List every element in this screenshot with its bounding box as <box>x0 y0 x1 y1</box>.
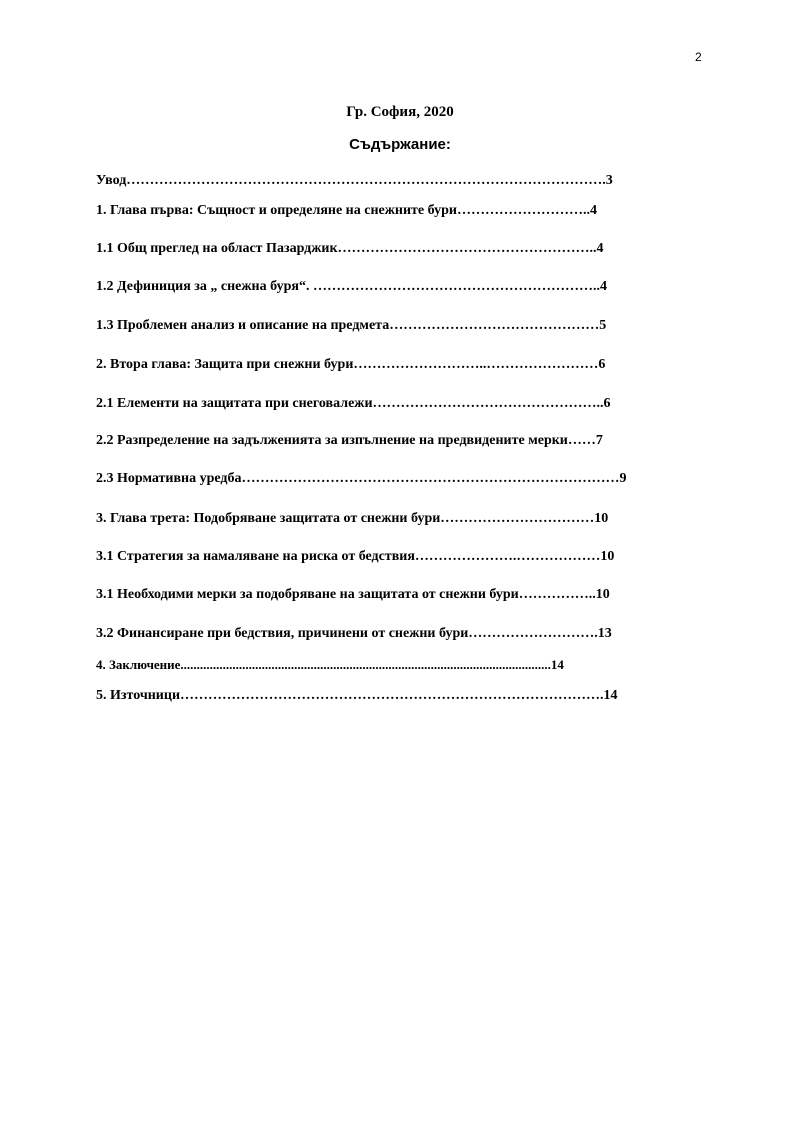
toc-entry-1-3: 1.3 Проблемен анализ и описание на предмета………………………………………5 <box>96 318 607 333</box>
toc-entry-1-2: 1.2 Дефиниция за „ снежна буря“. ……………………………………………………..4 <box>96 279 607 294</box>
toc-entry-3-2: 3.2 Финансиране при бедствия, причинени от снежни бури……………………….13 <box>96 626 612 641</box>
toc-entry-2-2: 2.2 Разпределение на задълженията за изпълнение на предвидените мерки……7 <box>96 433 603 448</box>
toc-entry-chapter-3: 3. Глава трета: Подобряване защитата от снежни бури……………………………10 <box>96 511 609 526</box>
toc-entry-chapter-2: 2. Втора глава: Защита при снежни бури………………………..……………………6 <box>96 357 606 372</box>
toc-entry-intro: Увод………………………………………………………………………………………….3 <box>96 173 613 188</box>
toc-entry-3-1a: 3.1 Стратегия за намаляване на риска от бедствия………………….………………10 <box>96 549 615 564</box>
page-number: 2 <box>695 50 702 64</box>
toc-entry-conclusion: 4. Заключение..................................................................................................................14 <box>96 657 564 672</box>
toc-entry-3-1b: 3.1 Необходими мерки за подобряване на защитата от снежни бури……………..10 <box>96 587 610 602</box>
toc-entry-sources: 5. Източници……………………………………………………………………………….14 <box>96 688 618 703</box>
city-date-line: Гр. София, 2020 <box>346 104 454 120</box>
toc-entry-2-1: 2.1 Елементи на защитата при снеговалежи…………………………………………..6 <box>96 396 611 411</box>
toc-entry-chapter-1: 1. Глава първа: Същност и определяне на снежните бури………………………..4 <box>96 203 597 218</box>
toc-entry-1-1: 1.1 Общ преглед на област Пазарджик………………………………………………..4 <box>96 241 604 256</box>
toc-heading: Съдържание: <box>349 136 451 153</box>
toc-entry-2-3: 2.3 Нормативна уредба………………………………………………………………………9 <box>96 471 627 486</box>
